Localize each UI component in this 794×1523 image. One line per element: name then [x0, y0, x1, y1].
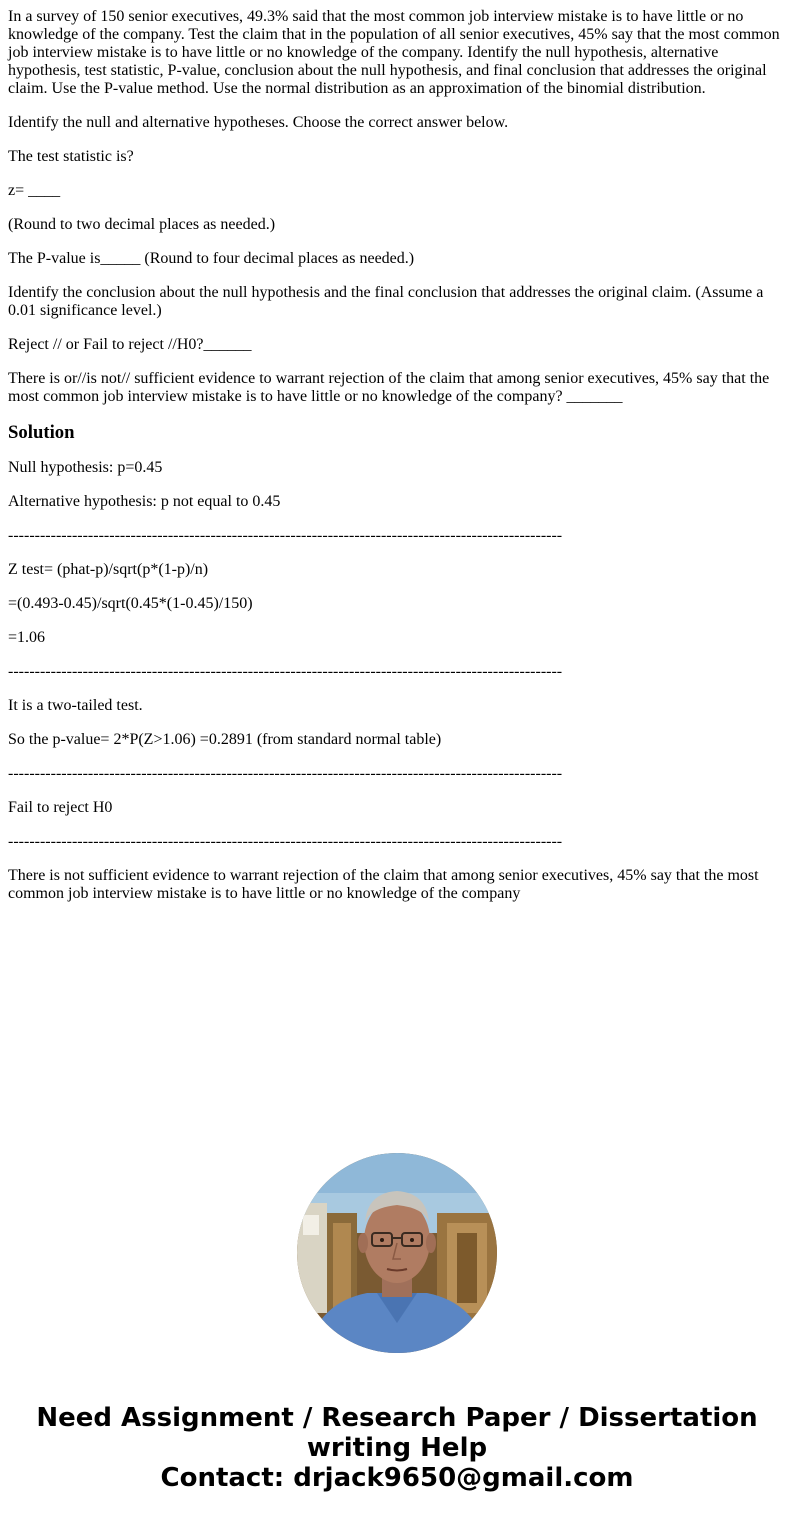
reject-prompt: Reject // or Fail to reject //H0?______: [8, 336, 252, 353]
z-substitution: =(0.493-0.45)/sqrt(0.45*(1-0.45)/150): [8, 595, 253, 612]
p-value-result: So the p-value= 2*P(Z>1.06) =0.2891 (from standard normal table): [8, 731, 442, 748]
z-result: =1.06: [8, 629, 46, 646]
round-two-note: (Round to two decimal places as needed.): [8, 216, 276, 233]
final-conclusion: There is not sufficient evidence to warrant rejection of the claim that among senior executives, 45% say that the most common job interview mistake is to have little or no knowledge of the company: [8, 867, 759, 902]
author-portrait-image: [297, 1153, 497, 1353]
divider: --------------------------------------------------------------------------------------------------------: [8, 663, 563, 680]
null-hypothesis: Null hypothesis: p=0.45: [8, 459, 163, 476]
evidence-prompt: There is or//is not// sufficient evidence to warrant rejection of the claim that among senior executives, 45% say that the most common job interview mistake is to have little or no knowledge of the company? _______: [8, 370, 770, 405]
document-content: [8, 8, 786, 919]
test-statistic-prompt: The test statistic is?: [8, 148, 134, 165]
footer-line-1: Need Assignment / Research Paper / Dissertation: [36, 1403, 758, 1433]
p-value-prompt: The P-value is_____ (Round to four decimal places as needed.): [8, 250, 415, 267]
identify-hypotheses-prompt: Identify the null and alternative hypotheses. Choose the correct answer below.: [8, 114, 509, 131]
divider: --------------------------------------------------------------------------------------------------------: [8, 527, 563, 544]
identify-conclusion-prompt: Identify the conclusion about the null hypothesis and the final conclusion that addresses the original claim. (Assume a 0.01 significance level.): [8, 284, 764, 319]
two-tailed-note: It is a two-tailed test.: [8, 697, 143, 714]
footer-contact: Contact: drjack9650@gmail.com: [160, 1463, 634, 1493]
footer-banner: [0, 1403, 794, 1493]
alternative-hypothesis: Alternative hypothesis: p not equal to 0.45: [8, 493, 281, 510]
question-intro: In a survey of 150 senior executives, 49.3% said that the most common job interview mistake is to have little or no knowledge of the company. Test the claim that in the population of all senior executives, 45% say that the most common job interview mistake is to have little or no knowledge of the company. Identify the null hypothesis, alternative hypothesis, test statistic, P-value, conclusion about the null hypothesis, and final conclusion that addresses the original claim. Use the P-value method. Use the normal distribution as an approximation of the binomial distribution.: [8, 8, 780, 97]
decision: Fail to reject H0: [8, 799, 113, 816]
divider: --------------------------------------------------------------------------------------------------------: [8, 765, 563, 782]
footer-line-2: writing Help: [306, 1433, 488, 1463]
solution-heading: Solution: [8, 422, 75, 443]
divider: --------------------------------------------------------------------------------------------------------: [8, 833, 563, 850]
z-blank: z= ____: [8, 182, 61, 199]
author-photo: [297, 1153, 497, 1353]
z-formula: Z test= (phat-p)/sqrt(p*(1-p)/n): [8, 561, 209, 578]
